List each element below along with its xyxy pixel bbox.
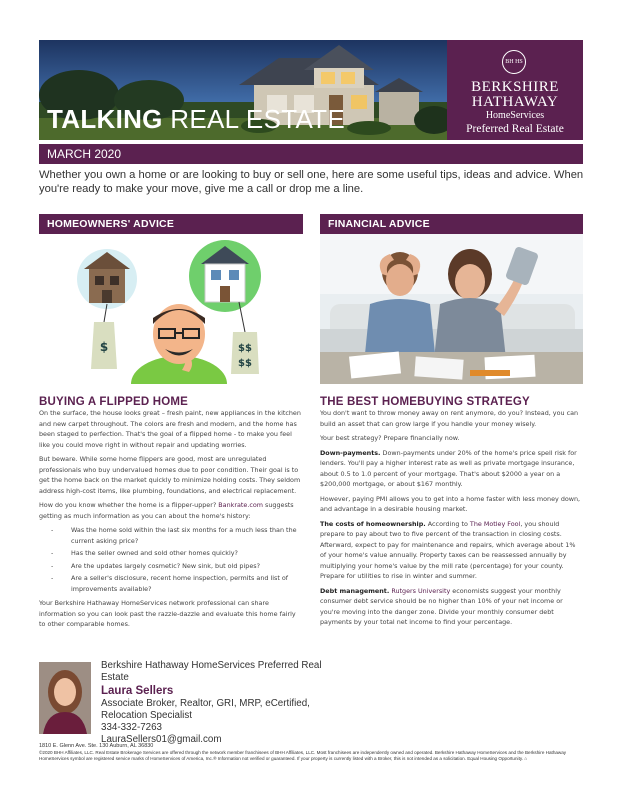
history-checklist	[39, 525, 303, 594]
list-item: - Has the seller owned and sold other homes quickly?	[61, 548, 303, 559]
brand-logo-panel	[447, 40, 583, 140]
brand-subtitle: HomeServices	[485, 110, 545, 121]
office-address: 1810 E. Glenn Ave. Ste. 130 Auburn, AL 36830	[39, 743, 154, 749]
paragraph: On the surface, the house looks great – fresh paint, new appliances in the kitchen and new carpet throughout. The colors are fresh and modern, and the home has been staged to perfection. That's the goal of a flipped home - to make you feel like you could move right in without repair and updating worries.	[39, 409, 301, 449]
brand-name: BERKSHIRE HATHAWAY	[471, 79, 559, 110]
agent-email[interactable]: LauraSellers01@gmail.com	[101, 734, 222, 745]
bhhs-seal-icon: BH HS	[502, 50, 526, 74]
legal-disclaimer: ©2020 BHH Affiliates, LLC. Real Estate Brokerage Services are offered through the network member franchisees of BHH Affiliates, LLC. Most franchisees are independently owned and operated. Berkshire Hathaway HomeServices and the Berkshire Hathaway HomeServices symbol are registered service marks of HomeServices of America, Inc.® Information not verified or guaranteed. If your property is currently listed with a Broker, this is not intended as a solicitation. Equal Housing Opportunity. ⌂	[39, 750, 567, 761]
paragraph: How do you know whether the home is a flipper-upper? Bankrate.com suggests getting as much information as you can about the home's history:	[39, 501, 294, 520]
paragraph: However, paying PMI allows you to get into a home faster with less money down, and advantage in a desirable housing market.	[320, 494, 581, 513]
article-body-flipped-home	[39, 408, 303, 634]
svg-text:$$: $$	[238, 343, 252, 354]
newsletter-title: TALKING REAL ESTATE	[47, 104, 345, 134]
stressed-couple-photo	[320, 234, 583, 384]
agent-company: Berkshire Hathaway HomeServices Preferred Real Estate	[101, 660, 322, 683]
paragraph: The costs of homeownership. According to The Motley Fool, you should prepare to pay about two to five percent of the transaction in closing costs. Afterward, expect to pay for maintenance and repairs, which average about 1% of your home's value annually. Property taxes can be reassessed annually by multiplying your home's value by the mill rate (percentage) for your county. Prepare for utilities to rise in winter and summer.	[320, 519, 576, 580]
hero-house-photo	[39, 40, 447, 140]
paragraph: But beware. While some home flippers are good, most are unregulated professionals who buy undervalued homes due to poor condition. Their goal is to get the home back on the market quickly to minimize holding costs. They seldom address high-cost items, like plumbing, foundations, and electrical replacement.	[39, 455, 301, 495]
article-body-homebuying	[320, 408, 583, 632]
paragraph: Down-payments. Down-payments under 20% of the home's price spell risk for lenders. You'll pay a higher interest rate as well as private mortgage insurance, about 0.5 to 1.0 percent of your mortgage. That's about $2000 a year on a $200,000 mortgage, or about $167 monthly.	[320, 448, 577, 488]
paragraph: Debt management. Rutgers University economists suggest your monthly consumer debt service should be no higher than 10% of your net income or you're moving into the danger zone. Divide your monthly consumer debt payments by your total net income to find your percentage.	[320, 586, 563, 626]
agent-title: Associate Broker, Realtor, GRI, MRP, eCertified, Relocation Specialist	[101, 698, 310, 721]
motley-fool-link[interactable]: The Motley Fool	[469, 519, 521, 528]
svg-text:$$: $$	[238, 358, 252, 369]
agent-contact-block	[101, 660, 341, 746]
list-item: - Was the home sold within the last six months for a much less than the current asking price?	[61, 525, 303, 546]
svg-text:$: $	[99, 340, 109, 354]
issue-date: MARCH 2020	[39, 144, 583, 164]
section-financial-advice: FINANCIAL ADVICE	[320, 214, 583, 234]
list-item: - Are a seller's disclosure, recent home inspection, permits and list of improvements available?	[61, 573, 303, 594]
paragraph: Your best strategy? Prepare financially now.	[320, 434, 460, 442]
paragraph: Your Berkshire Hathaway HomeServices network professional can share information so you can look past the razzle-dazzle and evaluate this home fairly to other comparable homes.	[39, 599, 296, 628]
agent-phone[interactable]: 334-332-7263	[101, 722, 163, 733]
intro-text: Whether you own a home or are looking to buy or sell one, here are some useful tips, ideas and advice. When you're ready to make your move, give me a call or drop me a line.	[39, 169, 584, 195]
list-item: - Are the updates largely cosmetic? New sink, but old pipes?	[61, 561, 303, 572]
agent-photo	[39, 662, 91, 734]
section-homeowners-advice: HOMEOWNERS' ADVICE	[39, 214, 303, 234]
flipped-home-illustration	[39, 234, 303, 384]
bankrate-link[interactable]: Bankrate.com	[218, 501, 264, 509]
legal-footer	[39, 742, 584, 762]
article-heading-homebuying: THE BEST HOMEBUYING STRATEGY	[320, 396, 530, 408]
agent-name: Laura Sellers	[101, 685, 174, 697]
paragraph: You don't want to throw money away on rent anymore, do you? Instead, you can build an asset that can grow large if you handle your money wisely.	[320, 409, 579, 428]
rutgers-link[interactable]: Rutgers University	[391, 586, 451, 595]
article-heading-flipped-home: BUYING A FLIPPED HOME	[39, 396, 189, 408]
brand-office: Preferred Real Estate	[466, 123, 564, 135]
